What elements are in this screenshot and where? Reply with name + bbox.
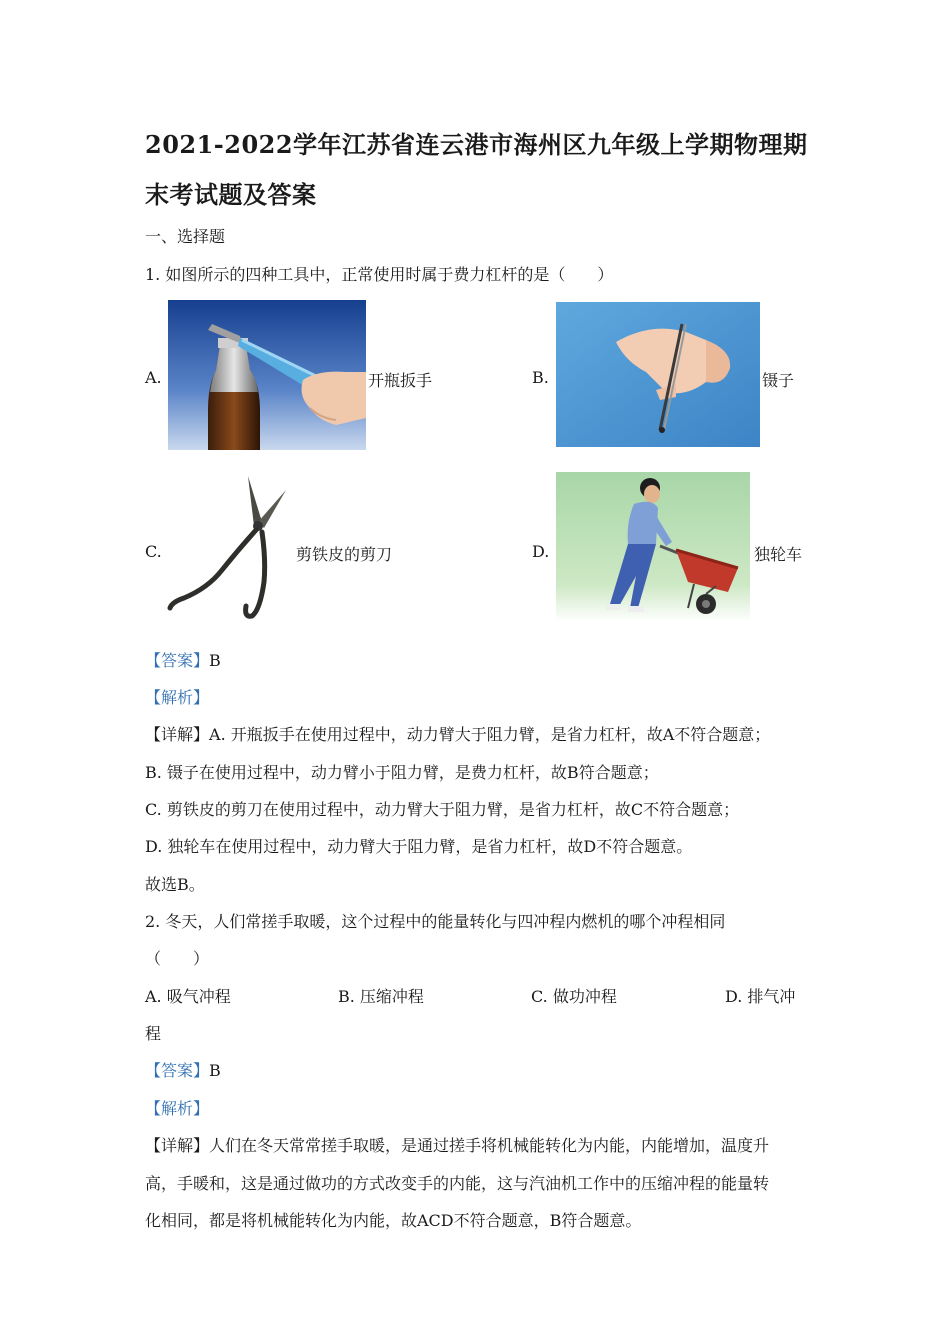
q1-option-b-letter: B.: [532, 368, 549, 387]
q1-answer-tag: 【答案】: [145, 651, 210, 670]
wheelbarrow-image: [556, 472, 750, 622]
q2-detail-tag: 【详解】: [145, 1136, 210, 1155]
q2-answer-tag: 【答案】: [145, 1061, 210, 1080]
q2-option-d-wrap: 程: [145, 1024, 162, 1043]
q2-answer-value: B: [209, 1061, 221, 1080]
q1-detail-a: A. 开瓶扳手在使用过程中，动力臂大于阻力臂，是省力杠杆，故A不符合题意；: [209, 725, 771, 744]
q1-conclusion: 故选B。: [145, 875, 205, 894]
q1-detail-tag: 【详解】: [145, 725, 210, 744]
q1-analysis-tag: 【解析】: [145, 688, 210, 707]
document-title-line1: 2021-2022学年江苏省连云港市海州区九年级上学期物理期: [145, 130, 808, 159]
q1-option-d-letter: D.: [532, 542, 550, 561]
q2-analysis-tag: 【解析】: [145, 1099, 210, 1118]
section-heading: 一、选择题: [145, 227, 226, 246]
q2-detail-line1: [145, 1133, 769, 1156]
q1-detail-line: [145, 722, 770, 745]
tin-snips-image: [166, 470, 292, 622]
q1-option-b-label: 镊子: [762, 371, 795, 390]
q2-stem-paren: （ ）: [145, 949, 210, 968]
bottle-opener-image: [168, 300, 366, 450]
q2-detail-line3: 化相同，都是将机械能转化为内能，故ACD不符合题意，B符合题意。: [145, 1211, 642, 1230]
q1-answer: [145, 648, 221, 671]
q1-option-c-label: 剪铁皮的剪刀: [296, 545, 393, 564]
q2-detail-first: 人们在冬天常常搓手取暖，是通过搓手将机械能转化为内能，内能增加，温度升: [209, 1136, 770, 1155]
q1-option-a-letter: A.: [145, 368, 162, 387]
q1-detail-d: D. 独轮车在使用过程中，动力臂大于阻力臂，是省力杠杆，故D不符合题意。: [145, 837, 693, 856]
document-title-line2: 末考试题及答案: [145, 180, 317, 209]
q1-stem: 1. 如图所示的四种工具中，正常使用时属于费力杠杆的是（ ）: [145, 265, 614, 284]
q1-option-d-label: 独轮车: [754, 545, 803, 564]
q2-option-b: B. 压缩冲程: [338, 987, 424, 1006]
q2-detail-line2: 高，手暖和，这是通过做功的方式改变手的内能，这与汽油机工作中的压缩冲程的能量转: [145, 1174, 770, 1193]
tweezers-image: [556, 302, 760, 447]
q1-answer-value: B: [209, 651, 221, 670]
q1-option-a-label: 开瓶扳手: [368, 371, 433, 390]
q2-stem: 2. 冬天，人们常搓手取暖，这个过程中的能量转化与四冲程内燃机的哪个冲程相同: [145, 912, 726, 931]
q2-option-a: A. 吸气冲程: [145, 987, 231, 1006]
q1-option-c-letter: C.: [145, 542, 162, 561]
q2-answer: [145, 1058, 221, 1081]
q2-option-d: D. 排气冲: [725, 987, 796, 1006]
q1-detail-c: C. 剪铁皮的剪刀在使用过程中，动力臂大于阻力臂，是省力杠杆，故C不符合题意；: [145, 800, 740, 819]
q2-option-c: C. 做功冲程: [531, 987, 617, 1006]
q1-detail-b: B. 镊子在使用过程中，动力臂小于阻力臂，是费力杠杆，故B符合题意；: [145, 763, 659, 782]
